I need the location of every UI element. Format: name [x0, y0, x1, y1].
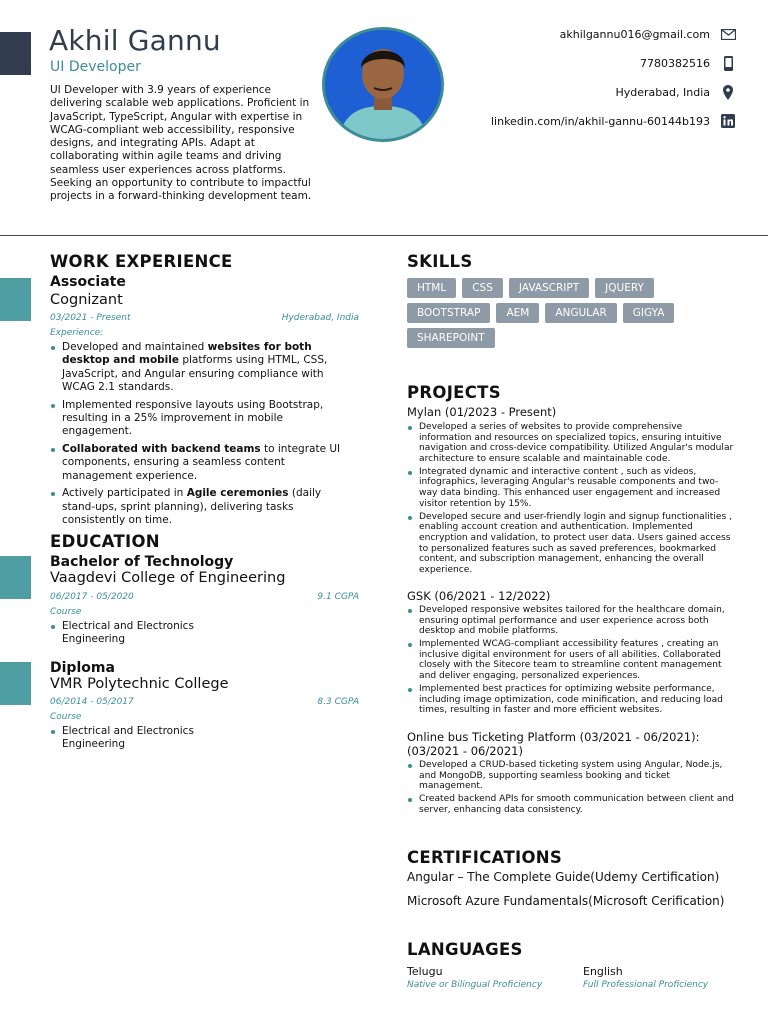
- languages-heading: LANGUAGES: [407, 940, 523, 959]
- work-meta: [50, 313, 359, 323]
- list-item: Created backend APIs for smooth communication between client and server, enhancing data consistency.: [407, 794, 735, 815]
- header-accent-bar: [0, 32, 31, 75]
- skill-chip: CSS: [462, 278, 503, 298]
- education-dates: 06/2014 - 05/2017: [50, 697, 134, 707]
- list-item: Developed secure and user-friendly login and signup functionalities , enabling account creation and authentication. Implemented encryption and validation, to protect user data. Users gained access to personalized features such as saved preferences, bookmarked content, and subscription management, enhancing the overall experience.: [407, 512, 735, 576]
- course-label: Course: [50, 712, 82, 722]
- list-item: Collaborated with backend teams to integrate UI components, ensuring a seamless content management experience.: [50, 443, 355, 483]
- project-title: Online bus Ticketing Platform (03/2021 - 06/2021): (03/2021 - 06/2021): [407, 730, 700, 758]
- contact-location: [616, 84, 737, 100]
- list-item: Electrical and Electronics Engineering: [50, 620, 220, 647]
- skill-chip: ANGULAR: [545, 303, 616, 323]
- map-pin-icon: [720, 84, 736, 100]
- contact-email[interactable]: [560, 26, 736, 42]
- course-list: [50, 620, 220, 647]
- work-experience-heading: WORK EXPERIENCE: [50, 252, 233, 271]
- list-item: Developed responsive websites tailored for the healthcare domain, ensuring optimal performance and user experience across both desktop and mobile platforms.: [407, 605, 735, 637]
- list-item: Electrical and Electronics Engineering: [50, 725, 220, 752]
- education-heading: EDUCATION: [50, 532, 160, 551]
- skill-chip: BOOTSTRAP: [407, 303, 490, 323]
- skill-chip: JQUERY: [595, 278, 654, 298]
- list-item: Developed a series of websites to provide comprehensive information and resources on specialized topics, ensuring intuitive navigation and cross-device compatibility. Utilized Angular's modular architecture to ensure scalable and maintainable code.: [407, 422, 735, 464]
- language-level: Full Professional Proficiency: [583, 980, 709, 990]
- profile-summary: UI Developer with 3.9 years of experience delivering scalable web applications. Proficient in JavaScript, TypeScript, Angular with expertise in WCAG-compliant web accessibility, responsive designs, and integrating APIs. Adapt at collaborating within agile teams and driving seamless user experiences across platforms. Seeking an opportunity to contribute to impactful projects in a forward-thinking development team.: [50, 84, 312, 203]
- phone-text[interactable]: 7780382516: [640, 56, 710, 70]
- certification-item: Angular – The Complete Guide(Udemy Certification): [407, 870, 720, 884]
- list-item: Implemented best practices for optimizing website performance, including image optimization, code minification, and reducing load times, resulting in faster and more efficient websites.: [407, 684, 735, 716]
- education-accent-bar-1: [0, 556, 31, 599]
- header-divider: [0, 235, 768, 236]
- skill-chip: HTML: [407, 278, 456, 298]
- language-name: English: [583, 965, 623, 978]
- work-location: Hyderabad, India: [281, 313, 359, 323]
- school-name: VMR Polytechnic College: [50, 676, 229, 692]
- list-item: Developed and maintained websites for both desktop and mobile platforms using HTML, CSS, JavaScript, and Angular ensuring compliance with WCAG 2.1 standards.: [50, 341, 355, 394]
- education-grade: 9.1 CGPA: [317, 592, 359, 602]
- contact-phone[interactable]: [640, 55, 736, 71]
- list-item: Actively participated in Agile ceremonies (daily stand-ups, sprint planning), delivering tasks consistently on time.: [50, 487, 355, 527]
- job-title: Associate: [50, 274, 126, 290]
- project-bullets: [407, 605, 735, 718]
- profile-photo: [322, 27, 444, 142]
- skills-heading: SKILLS: [407, 252, 473, 271]
- linkedin-icon: [720, 113, 736, 129]
- education-meta: [50, 592, 359, 602]
- degree-title: Diploma: [50, 660, 115, 676]
- projects-heading: PROJECTS: [407, 383, 501, 402]
- envelope-icon: [720, 26, 736, 42]
- language-name: Telugu: [407, 965, 443, 978]
- education-meta: [50, 697, 359, 707]
- phone-icon: [720, 55, 736, 71]
- candidate-name: Akhil Gannu: [49, 24, 221, 57]
- skill-chip: JAVASCRIPT: [509, 278, 589, 298]
- skill-chip: GIGYA: [623, 303, 675, 323]
- school-name: Vaagdevi College of Engineering: [50, 570, 286, 586]
- certification-item: Microsoft Azure Fundamentals(Microsoft Cerification): [407, 894, 725, 908]
- work-dates: 03/2021 - Present: [50, 313, 131, 323]
- job-role: UI Developer: [50, 59, 141, 75]
- degree-title: Bachelor of Technology: [50, 554, 234, 570]
- skill-chip: SHAREPOINT: [407, 328, 495, 348]
- project-bullets: [407, 422, 735, 578]
- education-grade: 8.3 CGPA: [317, 697, 359, 707]
- list-item: Implemented responsive layouts using Bootstrap, resulting in a 25% improvement in mobile engagement.: [50, 399, 355, 439]
- course-list: [50, 725, 220, 752]
- project-title: Mylan (01/2023 - Present): [407, 405, 557, 419]
- skill-chip: AEM: [496, 303, 539, 323]
- certifications-heading: CERTIFICATIONS: [407, 848, 563, 867]
- course-label: Course: [50, 607, 82, 617]
- email-text[interactable]: akhilgannu016@gmail.com: [559, 27, 710, 41]
- linkedin-text[interactable]: linkedin.com/in/akhil-gannu-60144b193: [490, 114, 710, 128]
- skills-list: [407, 278, 697, 348]
- list-item: Implemented WCAG-compliant accessibility features , creating an inclusive digital environment for users of all abilities. Collaborated closely with the Sitecore team to streamline content management and deliver engaging, personalized experiences.: [407, 639, 735, 681]
- work-accent-bar: [0, 278, 31, 321]
- project-bullets: [407, 760, 735, 818]
- location-text: Hyderabad, India: [615, 85, 710, 99]
- language-level: Native or Bilingual Proficiency: [407, 980, 543, 990]
- list-item: Developed a CRUD-based ticketing system using Angular, Node.js, and MongoDB, supporting seamless booking and ticket management.: [407, 760, 735, 792]
- company-name: Cognizant: [50, 292, 123, 308]
- work-bullets: [50, 341, 355, 532]
- work-experience-label: Experience:: [50, 328, 104, 338]
- project-title: GSK (06/2021 - 12/2022): [407, 589, 551, 603]
- education-dates: 06/2017 - 05/2020: [50, 592, 134, 602]
- education-accent-bar-2: [0, 662, 31, 705]
- list-item: Integrated dynamic and interactive content , such as videos, infographics, leveraging Angular's reusable components and two-way data binding. This enhanced user engagement and increased visitor retention by 15%.: [407, 467, 735, 509]
- contact-linkedin[interactable]: [491, 113, 736, 129]
